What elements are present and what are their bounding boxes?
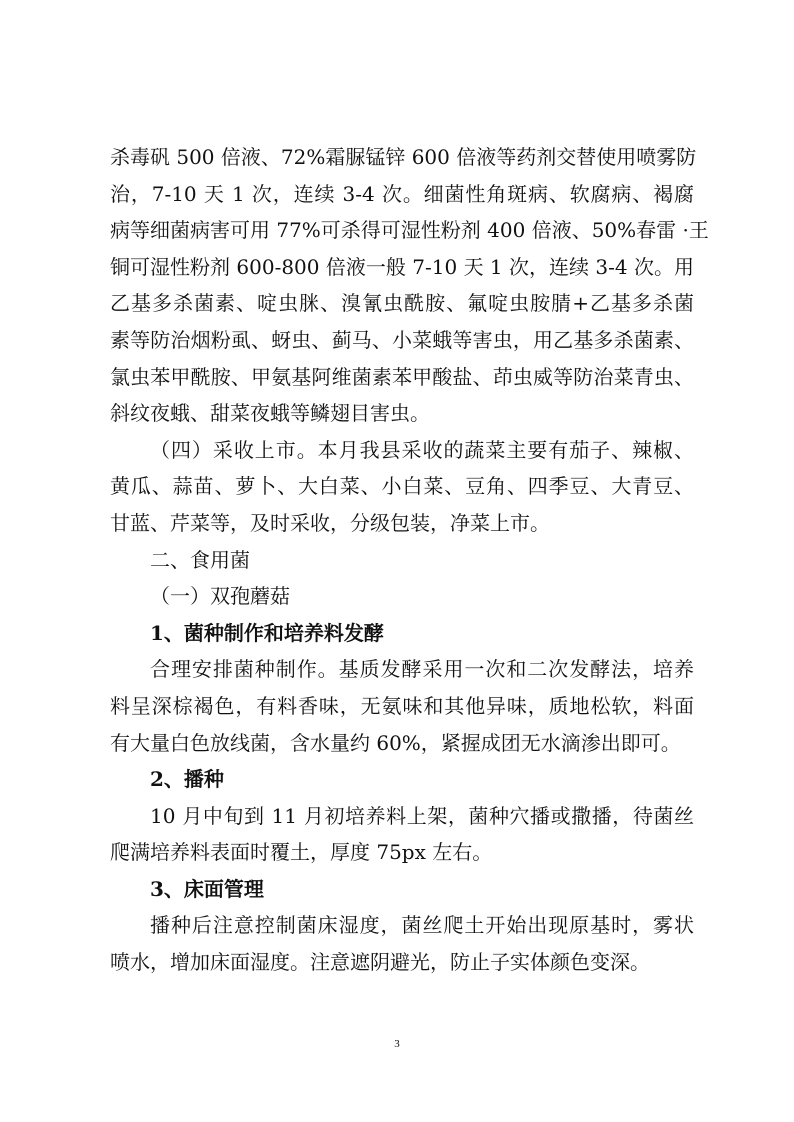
text-line: 乙基多杀菌素、啶虫脒、溴氰虫酰胺、氟啶虫胺腈+乙基多杀菌 [110,291,694,316]
text-line: 斜纹夜蛾、甜菜夜蛾等鳞翅目害虫。 [110,401,430,426]
bold-heading: 3、床面管理 [150,876,264,901]
text-line: 有大量白色放线菌，含水量约 60%，紧握成团无水滴渗出即可。 [110,730,681,755]
page-number: 3 [394,1038,400,1050]
text-line: 治，7-10 天 1 次，连续 3-4 次。细菌性角斑病、软腐病、褐腐 [110,181,694,206]
text-line: 爬满培养料表面时覆土，厚度 75px 左右。 [110,840,493,865]
paragraph-first-line: 10 月中旬到 11 月初培养料上架，菌种穴播或撒播，待菌丝 [150,803,694,828]
bold-heading: 1、菌种制作和培养料发酵 [150,620,384,645]
subsection-heading: （一）双孢蘑菇 [150,584,290,609]
text-line: 杀毒矾 500 倍液、72%霜脲锰锌 600 倍液等药剂交替使用喷雾防 [110,145,697,169]
bold-heading: 2、播种 [150,767,224,792]
text-line: 甘蓝、芹菜等，及时采收，分级包装，净菜上市。 [110,510,550,535]
section-heading: 二、食用菌 [150,547,250,572]
text-line: 喷水，增加床面湿度。注意遮阴避光，防止子实体颜色变深。 [110,950,650,975]
text-line: 病等细菌病害可用 77%可杀得可湿性粉剂 400 倍液、50%春雷 ·王 [110,218,709,243]
text-line: 素等防治烟粉虱、蚜虫、蓟马、小菜蛾等害虫，用乙基多杀菌素、 [110,327,694,352]
paragraph-first-line: 合理安排菌种制作。基质发酵采用一次和二次发酵法，培养 [150,657,694,682]
text-line: 黄瓜、蒜苗、萝卜、大白菜、小白菜、豆角、四季豆、大青豆、 [110,474,694,499]
text-line: 氯虫苯甲酰胺、甲氨基阿维菌素苯甲酸盐、茚虫威等防治菜青虫、 [110,364,694,389]
paragraph-first-line: 播种后注意控制菌床湿度，菌丝爬土开始出现原基时，雾状 [150,913,694,938]
paragraph-first-line: （四）采收上市。本月我县采收的蔬菜主要有茄子、辣椒、 [150,437,694,462]
text-line: 铜可湿性粉剂 600-800 倍液一般 7-10 天 1 次，连续 3-4 次。用 [110,254,694,279]
page-body [110,139,709,981]
text-line: 料呈深棕褐色，有料香味，无氨味和其他异味，质地松软，料面 [110,693,694,718]
